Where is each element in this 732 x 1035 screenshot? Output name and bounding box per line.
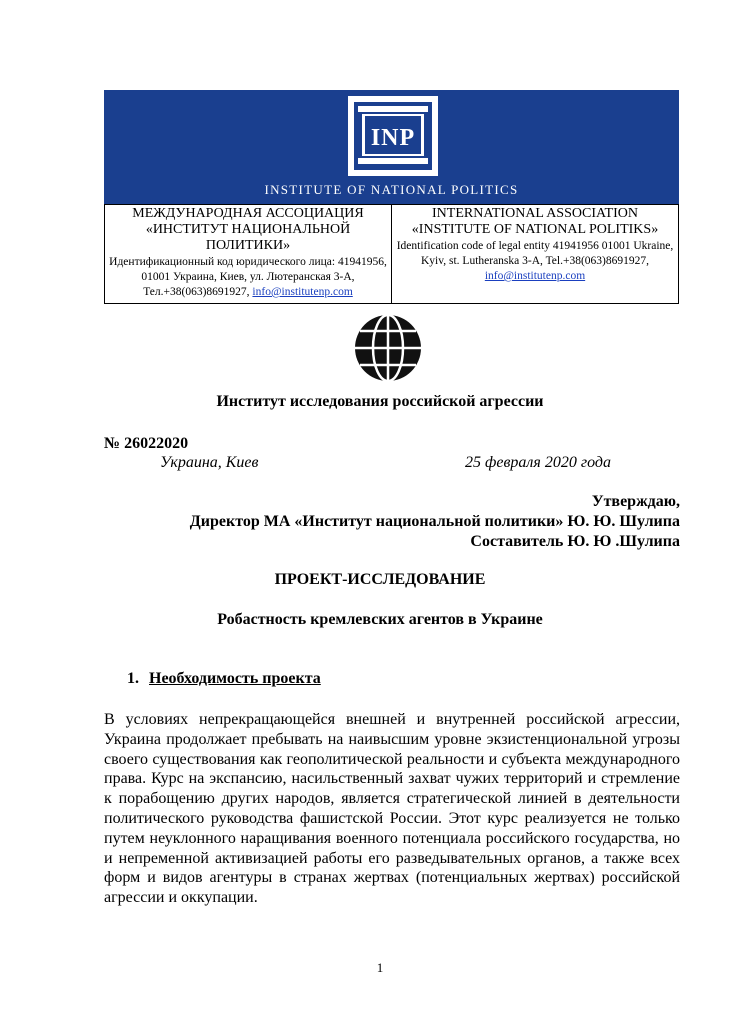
org-details-ru: Идентификационный код юридического лица: 41941956, 01001 Украина, Киев, ул. Лютеранская 3-А, Тел.+38(063)8691927, <box>109 256 387 298</box>
email-link-en[interactable]: info@institutenp.com <box>484 270 586 282</box>
document-title: Робастность кремлевских агентов в Украине <box>217 611 543 628</box>
document-place: Украина, Киев <box>160 454 259 471</box>
section-heading <box>127 670 321 688</box>
org-details-en: Identification code of legal entity 41941956 01001 Ukraine, Kyiv, st. Lutheranska 3-A, Tel.+38(063)8691927, <box>396 240 674 267</box>
inp-logo <box>348 96 438 176</box>
page-number: 1 <box>376 960 384 975</box>
document-number: № 26022020 <box>104 435 189 452</box>
institute-name: Институт исследования российской агрессии <box>216 393 544 410</box>
contact-table <box>104 204 679 304</box>
institute-banner <box>104 90 679 204</box>
email-link-ru[interactable]: info@institutenp.com <box>252 286 353 298</box>
org-name-ru: МЕЖДУНАРОДНАЯ АССОЦИАЦИЯ «ИНСТИТУТ НАЦИОНАЛЬНОЙ ПОЛИТИКИ» <box>132 206 364 253</box>
building-icon <box>348 96 438 176</box>
globe-icon <box>353 313 423 383</box>
body-paragraph: В условиях непрекращающейся внешней и внутренней российской агрессии, Украина продолжает пребывать на наивысшим уровне экзистенциональной угрозы своего существования как геополитической реальности и субъекта международного права. Курс на экспансию, насильственный захват чужих территорий и стремление к порабощению других народов, является стратегической линией в деятельности политического руководства фашистской России. Этот курс реализуется не только путем неуклонного наращивания военного потенциала российского государства, но и непременной активизацией работы его разведывательных органов, а также всех форм и видов агентуры в странах жертвах (потенциальных жертвах) российской агрессии и оккупации. <box>104 711 680 907</box>
document-type: ПРОЕКТ-ИССЛЕДОВАНИЕ <box>274 571 486 588</box>
org-name-en: INTERNATIONAL ASSOCIATION «INSTITUTE OF NATIONAL POLITIKS» <box>411 206 659 237</box>
contact-cell-en <box>392 205 679 304</box>
compiler-line: Составитель Ю. Ю .Шулипа <box>470 533 680 550</box>
document-date: 25 февраля 2020 года <box>465 454 611 471</box>
banner-title: INSTITUTE OF NATIONAL POLITICS <box>264 182 519 197</box>
section-title: Необходимость проекта <box>149 670 321 687</box>
approval-line: Утверждаю, <box>591 493 680 510</box>
contact-cell-ru <box>105 205 392 304</box>
section-number: 1. <box>127 670 139 687</box>
director-line: Директор МА «Институт национальной политики» Ю. Ю. Шулипа <box>189 513 680 530</box>
logo-letters: INP <box>370 125 416 151</box>
